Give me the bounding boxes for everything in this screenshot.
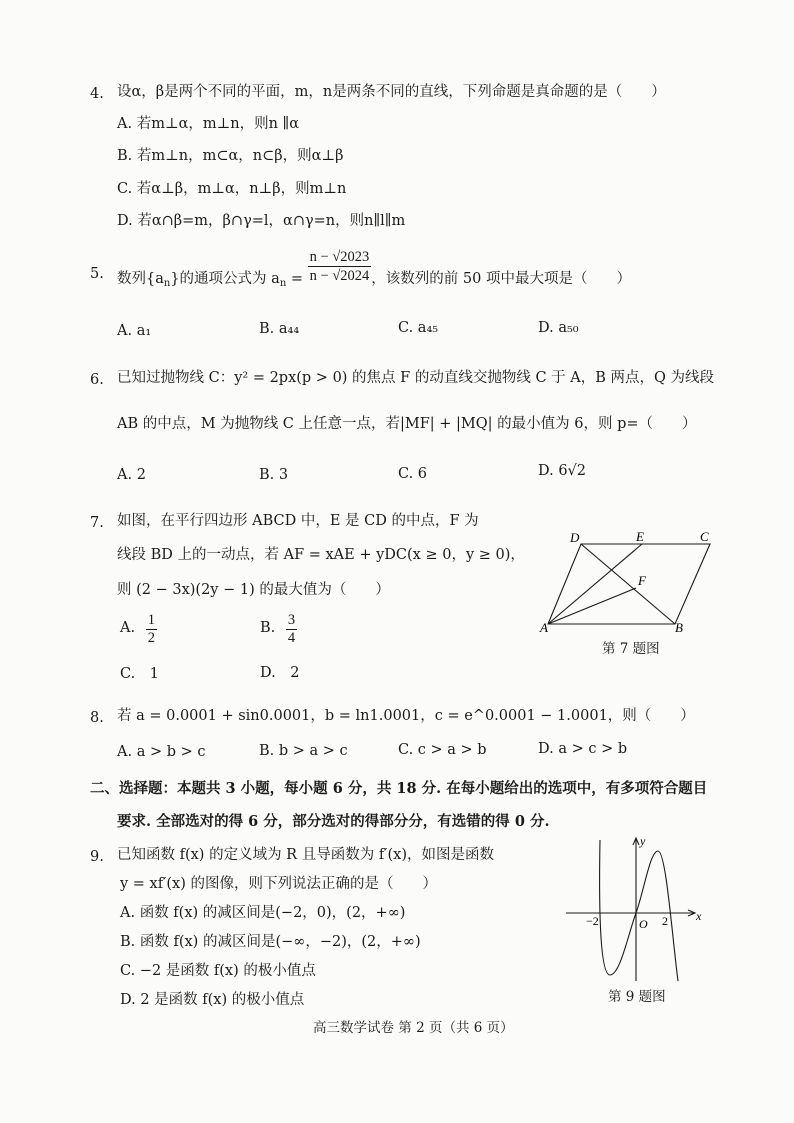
q5-stem-a: 数列{a: [117, 270, 164, 287]
fig9-label-x: x: [696, 909, 702, 923]
q8-number: 8.: [90, 710, 104, 726]
q5-option-d: D. a₅₀: [538, 320, 579, 336]
q9-option-a: A. 函数 f(x) 的减区间是(−2，0)，(2，+∞): [120, 905, 406, 921]
q5-frac-numerator: n − √2023: [309, 249, 370, 265]
q7-option-b-label: B.: [260, 619, 276, 636]
q6-number: 6.: [90, 372, 104, 388]
fig7-label-d: D: [570, 530, 580, 545]
q7-option-a-num: 1: [147, 612, 155, 628]
q5-option-c: C. a₄₅: [398, 320, 439, 336]
q4-stem: 设α，β是两个不同的平面，m，n是两条不同的直线，下列命题是真命题的是（ ）: [117, 84, 666, 100]
fig9-label-o: O: [639, 917, 648, 931]
q7-line3: 则 (2 − 3x)(2y − 1) 的最大值为（ ）: [117, 582, 390, 598]
fig7-label-a: A: [540, 620, 548, 635]
q8-option-d: D. a > c > b: [538, 741, 628, 757]
q8-option-b: B. b > a > c: [259, 743, 348, 759]
q5-fraction: [308, 248, 372, 285]
q7-option-b-den: 4: [287, 630, 296, 646]
q9-option-d: D. 2 是函数 f(x) 的极小值点: [120, 992, 305, 1008]
q4-option-a: A. 若m⊥α，m⊥n，则n ∥α: [117, 116, 300, 132]
fig7-label-b: B: [675, 620, 683, 635]
q7-option-b-num: 3: [287, 612, 296, 628]
q7-figure: [530, 528, 725, 636]
q6-line1: 已知过抛物线 C：y² = 2px(p > 0) 的焦点 F 的动直线交抛物线 C 于 A，B 两点，Q 为线段: [117, 370, 714, 386]
q5-frac-denominator: n − √2024: [309, 268, 370, 284]
q4-option-c: C. 若α⊥β，m⊥α，n⊥β，则m⊥n: [117, 181, 347, 197]
q7-option-a-fraction: [146, 612, 157, 647]
q7-option-d: D. 2: [260, 665, 300, 681]
q7-option-a-den: 2: [147, 630, 155, 646]
fig9-label-neg2: −2: [586, 914, 599, 928]
q7-option-b-fraction: [286, 612, 297, 647]
q7-number: 7.: [90, 515, 104, 531]
q7-line1: 如图，在平行四边形 ABCD 中，E 是 CD 的中点，F 为: [117, 513, 479, 529]
q4-number: 4.: [90, 86, 104, 102]
page-footer: 高三数学试卷 第 2 页（共 6 页）: [313, 1020, 514, 1036]
section2-heading-line2: 要求. 全部选对的得 6 分，部分选对的得部分分，有选错的得 0 分.: [117, 813, 550, 830]
q7-option-a: [120, 612, 157, 647]
q9-line2: y = xf′(x) 的图像，则下列说法正确的是（ ）: [120, 876, 437, 892]
curve-y-xfprime: [600, 840, 678, 981]
q8-option-a: A. a > b > c: [117, 744, 206, 760]
q6-option-c: C. 6: [398, 466, 428, 482]
q9-option-c: C. −2 是函数 f(x) 的极小值点: [120, 963, 316, 979]
q5-option-b: B. a₄₄: [259, 321, 300, 337]
fig7-label-e: E: [636, 529, 644, 544]
q5-number: 5.: [90, 266, 104, 282]
q6-option-a: A. 2: [117, 467, 146, 483]
q5-stem-sub: n: [163, 278, 171, 290]
q4-option-d: D. 若α∩β=m，β∩γ=l，α∩γ=n，则n∥l∥m: [117, 213, 406, 229]
q4-option-b: B. 若m⊥n，m⊂α，n⊂β，则α⊥β: [117, 148, 344, 164]
parallelogram-abcd: [548, 544, 710, 624]
q5-option-a: A. a₁: [117, 323, 152, 339]
q9-figure: [562, 835, 712, 985]
q6-option-d: D. 6√2: [538, 463, 587, 479]
fig9-label-pos2: 2: [662, 914, 668, 928]
q8-stem: 若 a = 0.0001 + sin0.0001，b = ln1.0001，c = e^0.0001 − 1.0001，则（ ）: [117, 708, 695, 724]
q9-line1: 已知函数 f(x) 的定义域为 R 且导函数为 f′(x)，如图是函数: [117, 847, 494, 863]
q6-line2: AB 的中点，M 为抛物线 C 上任意一点，若|MF| + |MQ| 的最小值为 6，则 p=（ ）: [117, 416, 697, 432]
q9-number: 9.: [90, 849, 104, 865]
q7-line2: 线段 BD 上的一动点，若 AF = xAE + yDC(x ≥ 0，y ≥ 0)，: [117, 547, 525, 563]
q7-figure-caption: 第 7 题图: [602, 641, 660, 657]
section2-heading-line1: 二、选择题：本题共 3 小题，每小题 6 分，共 18 分. 在每小题给出的选项中，有多项符合题目: [90, 780, 708, 797]
q6-option-b: B. 3: [259, 467, 289, 483]
q5-stem-c: ，该数列的前 50 项中最大项是（ ）: [371, 270, 631, 287]
q9-figure-caption: 第 9 题图: [608, 989, 666, 1005]
q7-option-b: [260, 612, 297, 647]
fig9-label-y: y: [640, 835, 646, 848]
q9-option-b: B. 函数 f(x) 的减区间是(−∞，−2)，(2，+∞): [120, 934, 421, 950]
fig7-label-c: C: [700, 529, 709, 544]
q5-stem-b-sub: n: [279, 278, 287, 290]
q7-option-a-label: A.: [120, 619, 136, 636]
q5-stem: 数列$\{a_n\}$的通项公式为 $a_n$ = $\frac{n - √2023}{n - √2024}$ ，该数列的前 50 项中最大项是（ ）: [117, 249, 631, 290]
q7-option-c: C. 1: [120, 666, 159, 682]
q8-option-c: C. c > a > b: [398, 742, 487, 758]
fig7-label-f: F: [638, 573, 646, 588]
q5-stem-b: }的通项公式为 a: [170, 270, 280, 287]
